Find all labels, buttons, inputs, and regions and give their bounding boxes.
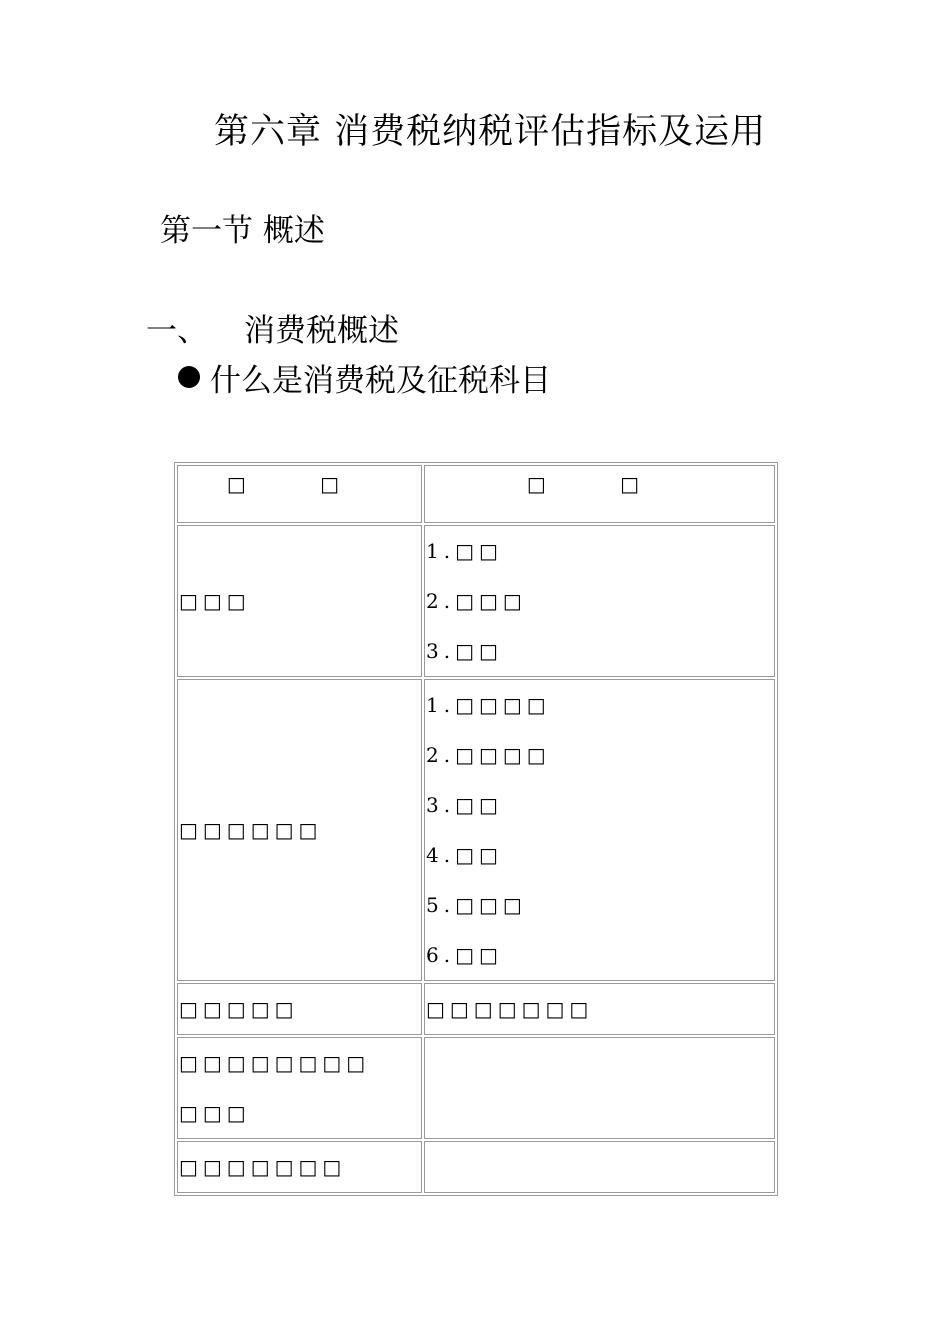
table-header-row	[177, 465, 775, 523]
table-row	[177, 525, 775, 677]
tax-items-table	[174, 462, 778, 1196]
table-cell: □□□□□	[177, 983, 422, 1035]
subsection-number: 一、	[146, 313, 208, 349]
table-header-cell: □ □	[177, 465, 422, 523]
table-cell: 1.□□□□ 2.□□□□ 3.□□ 4.□□ 5.□□□ 6.□□	[424, 679, 775, 981]
subsection-title: 消费税概述	[244, 313, 399, 349]
table-cell: □□□□□□□□ □□□	[177, 1037, 422, 1139]
table-cell	[424, 1037, 775, 1139]
table-cell: □□□□□□□	[424, 983, 775, 1035]
table-row	[177, 983, 775, 1035]
bullet-dot-icon	[178, 366, 200, 388]
table-cell: □□□	[177, 525, 422, 677]
table-cell: 1.□□ 2.□□□ 3.□□	[424, 525, 775, 677]
table-header-cell: □ □	[424, 465, 775, 523]
table-row	[177, 1037, 775, 1139]
table-row	[177, 1141, 775, 1193]
section-title: 第一节 概述	[160, 213, 325, 249]
table-cell	[424, 1141, 775, 1193]
bullet-item	[178, 355, 551, 400]
table-cell: □□□□□□□	[177, 1141, 422, 1193]
bullet-text: 什么是消费税及征税科目	[210, 363, 551, 399]
table-cell: □□□□□□	[177, 679, 422, 981]
table-row	[177, 679, 775, 981]
chapter-title: 第六章 消费税纳税评估指标及运用	[214, 112, 767, 152]
subsection-heading	[146, 305, 399, 350]
